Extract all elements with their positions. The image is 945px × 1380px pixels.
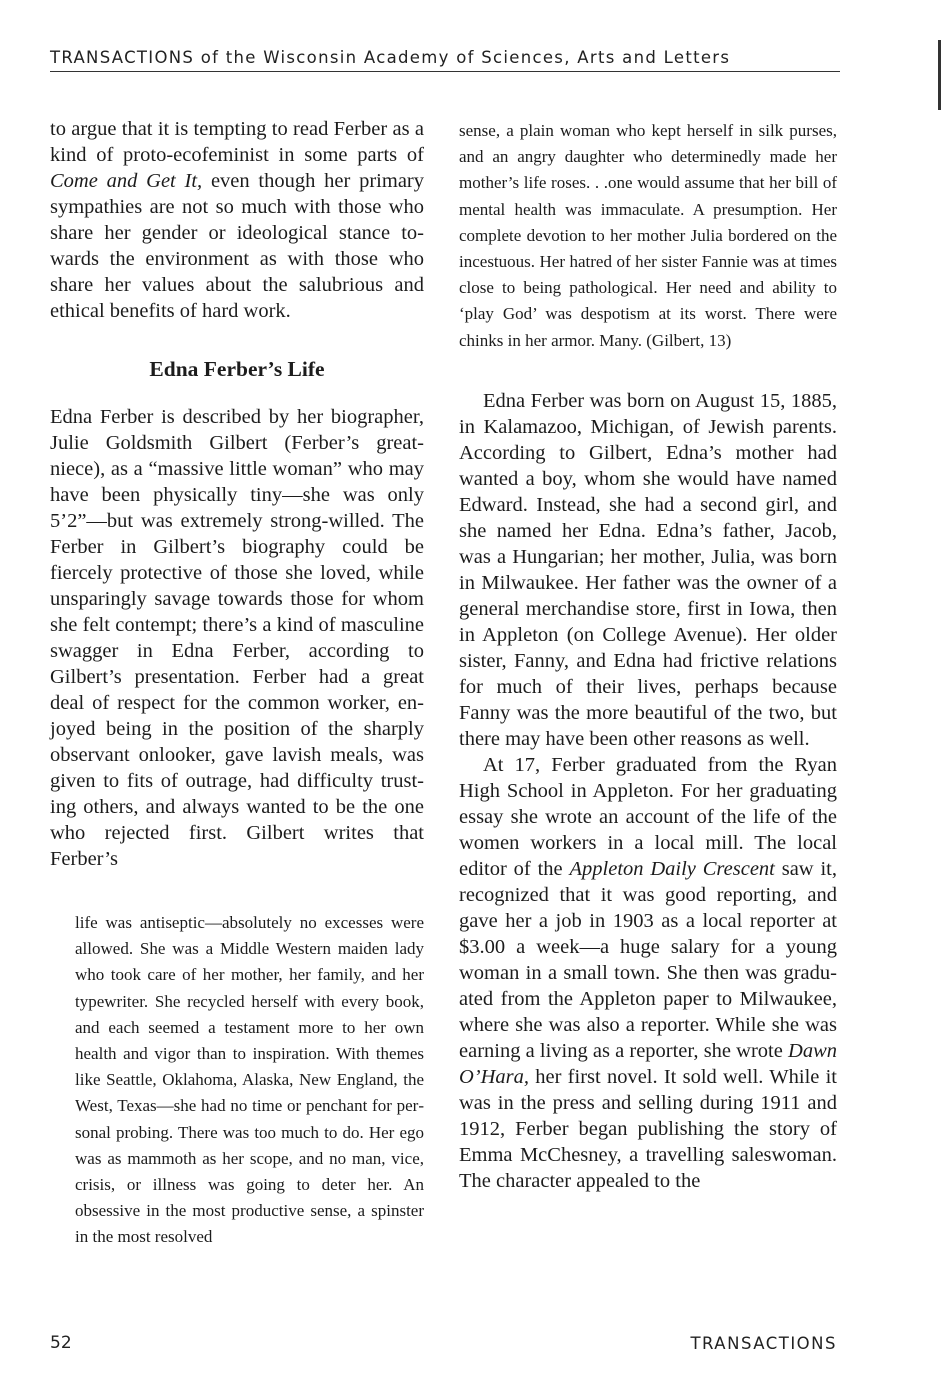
newspaper-title: Appleton Daily Crescent: [569, 857, 775, 880]
intro-text-2: even though her primary sympathies are not so much with those who share her gender or ideological stance towards the environment as with those who share her values about the salubrious and ethical benefits of hard work.: [50, 170, 425, 322]
section-heading: Edna Ferber’s Life: [149, 357, 325, 381]
life-paragraph: Edna Ferber is described by her biographer, Julie Goldsmith Gilbert (Ferber’s great-niece), as a “massive little woman” who may have been physically tiny—she was only 5’2”—but was extremely strong-willed. The Ferber in Gilbert’s biography could be fiercely protective of those she loved, while unsparingly savage towards those for whom she felt contempt; there’s a kind of masculine swagger in Edna Ferber, according to Gilbert’s presentation. Ferber had a great deal of respect for the common worker, enjoyed being in the position of the sharply observant onlooker, gave lavish meals, was given to fits of outrage, had difficulty trusting others, and always wanted to be the one who rejected first. Gilbert writes that Ferber’s: [50, 406, 424, 870]
intro-text-1: to argue that it is tempting to read Ferber as a kind of proto-ecofeminist in some parts of: [50, 118, 424, 166]
book-title-come-and-get-it: Come and Get It,: [50, 170, 203, 192]
right-column: [459, 118, 837, 1194]
running-header: TRANSACTIONS of the Wisconsin Academy of Sciences, Arts and Letters: [50, 48, 840, 72]
block-quote: life was antiseptic—absolutely no excesses were allowed. She was a Middle Western maiden lady who took care of her mother, her family, and her typewriter. She recycled herself with every book, and each seemed a testament more to her own health and vigor than to inspiration. With themes like Seattle, Oklahoma, Alaska, New England, the West, Texas—she had no time or penchant for personal probing. There was too much to do. Her ego was as mammoth as her scope, and no man, vice, crisis, or illness was going to deter her. An obsessive in the most productive sense, a spinster in the most resolved: [75, 913, 424, 1247]
block-quote-continued: sense, a plain woman who kept herself in silk purses, and an angry daughter who determinedly made her mother’s life roses. . .one would assume that her bill of mental health was immaculate. A presumption. Her complete devotion to her mother Julia bordered on the incestuous. Her hatred of her sister Fannie was at times close to being pathological. Her need and ability to ‘play God’ was despotism at its worst. There were chinks in her armor. Many. (Gilbert, 13): [459, 121, 837, 350]
page-edge-mark: [938, 40, 941, 110]
career-text-1: At 17, Ferber graduated from the Ryan High School in Appleton. For her graduating essay she wrote an account of the life of the women workers in a local mill. The local editor of the: [459, 753, 837, 880]
career-paragraph: [459, 752, 837, 1194]
page-number: 52: [50, 1333, 72, 1353]
novel-title: Dawn O’Hara,: [459, 1039, 837, 1088]
footer-journal-name: TRANSACTIONS: [690, 1334, 837, 1353]
birth-paragraph: Edna Ferber was born on August 15, 1885, in Kalamazoo, Michigan, of Jewish parents. According to Gilbert, Edna’s mother had wanted a boy, whom she would have named Edward. Instead, she had a second girl, and she named her Edna. Edna’s father, Jacob, was a Hungarian; her mother, Julia, was born in Milwaukee. Her father was the owner of a general merchandise store, first in Iowa, then in Appleton (on College Avenue). Her older sister, Fanny, and Edna had frictive relations for much of their lives, perhaps because Fanny was the more beautiful of the two, but there may have been other reasons as well.: [459, 389, 837, 750]
intro-paragraph: [50, 116, 424, 324]
left-column: [50, 116, 424, 1251]
career-text-3: her first novel. It sold well. While it was in the press and selling during 1911 and 1912, Ferber began publishing the story of Emma McChesney, a travelling saleswoman. The character appealed to the: [459, 1065, 837, 1192]
career-text-2: saw it, recognized that it was good reporting, and gave her a job in 1903 as a local reporter at $3.00 a week—a huge salary for a young woman in a small town. She then was graduated from the Appleton paper to Milwaukee, where she was also a reporter. While she was earning a living as a reporter, she wrote: [459, 857, 837, 1062]
